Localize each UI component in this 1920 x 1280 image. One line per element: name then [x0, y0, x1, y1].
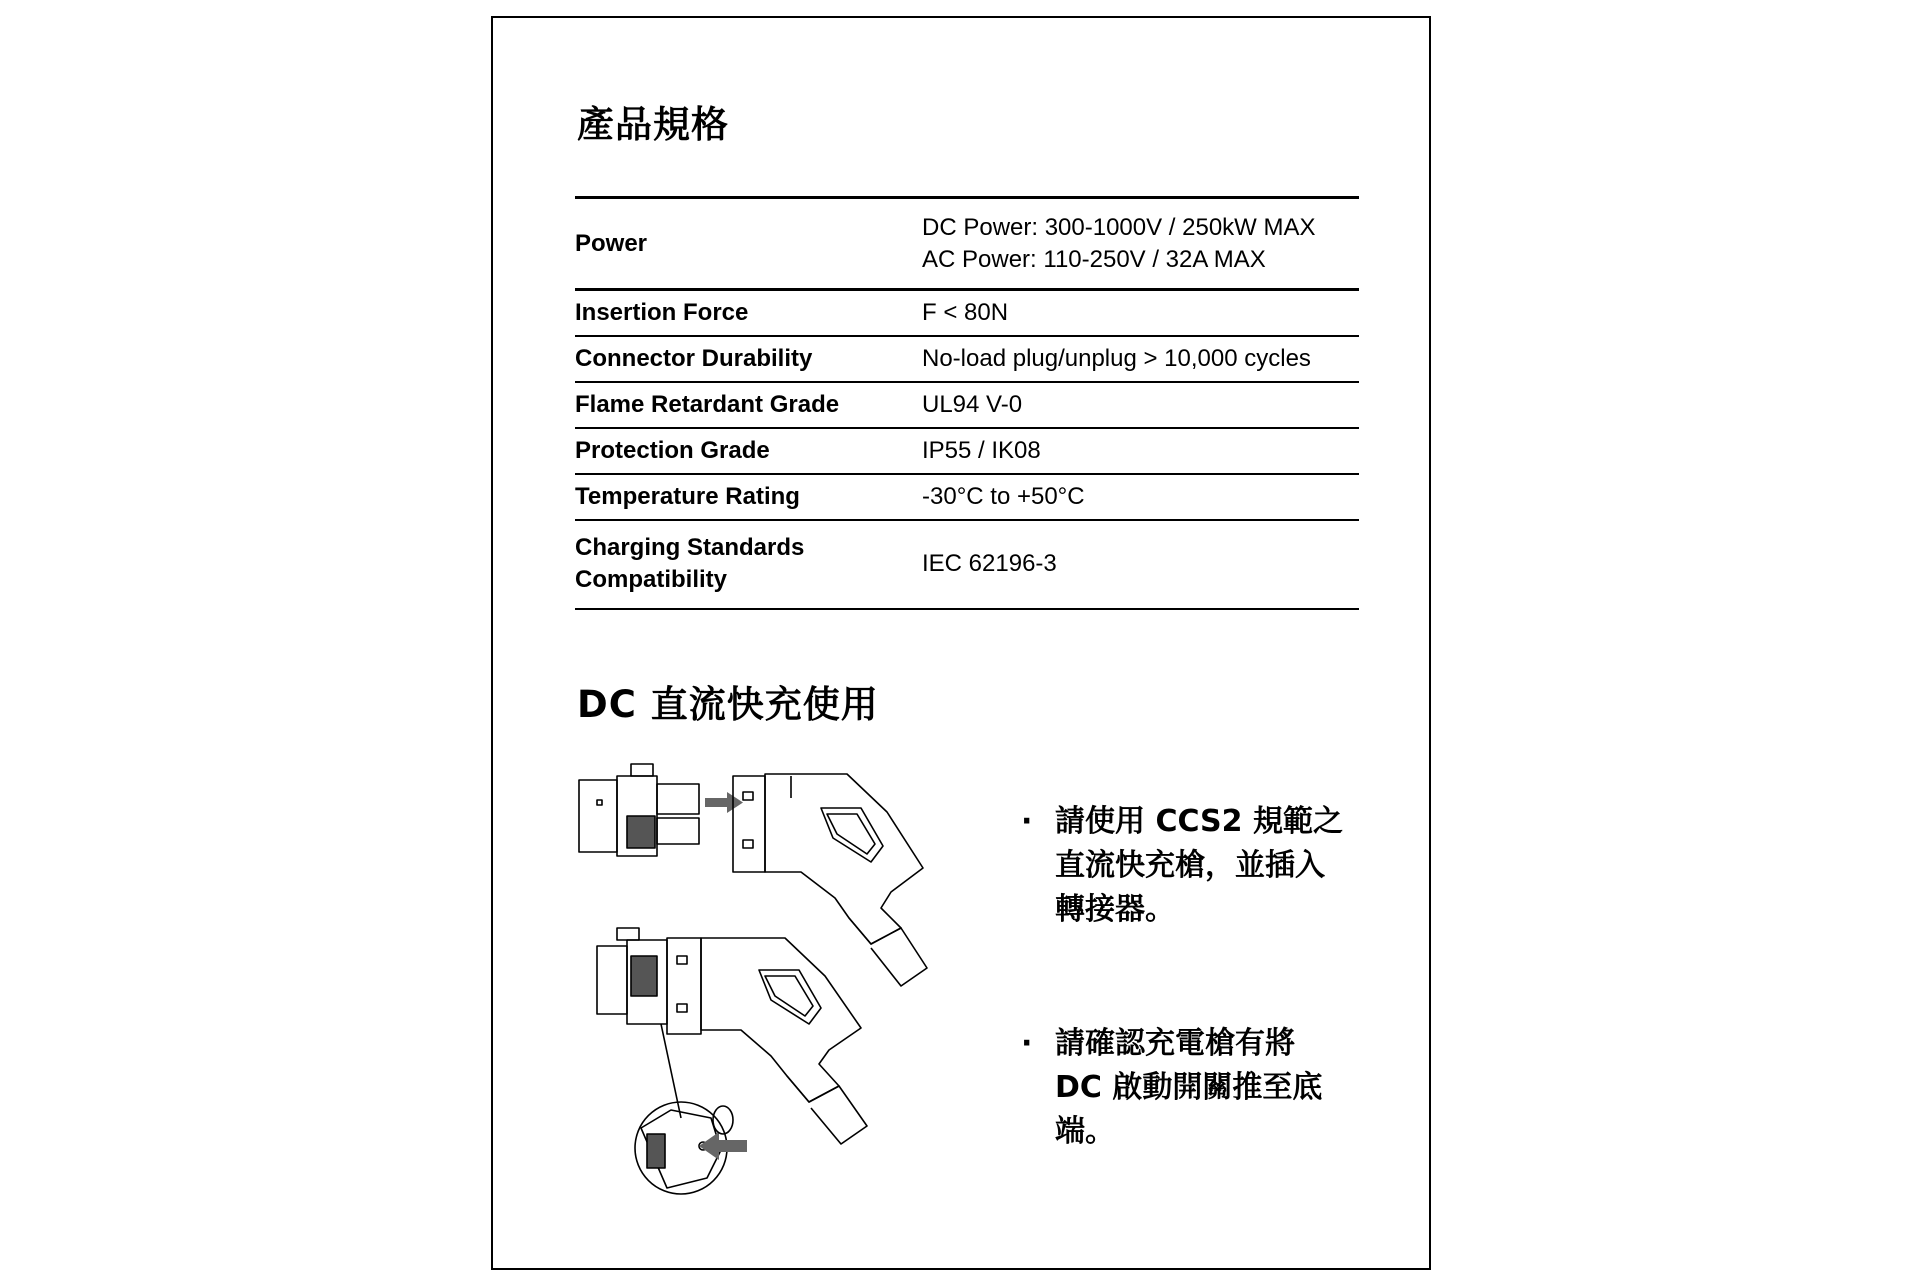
instruction-line: 請確認充電槍有將 — [1055, 1026, 1295, 1061]
table-row — [575, 336, 1359, 382]
table-row — [575, 382, 1359, 428]
spec-value-line: AC Power: 110-250V / 32A MAX — [922, 245, 1266, 273]
spec-label: Insertion Force — [575, 298, 749, 326]
spec-value — [922, 198, 1359, 290]
spec-label: Temperature Rating — [575, 482, 800, 510]
spec-label: Protection Grade — [575, 436, 770, 464]
instruction-text — [1055, 800, 1375, 932]
spec-label: Power — [575, 229, 648, 257]
spec-value: No-load plug/unplug > 10,000 cycles — [922, 344, 1311, 372]
spec-label-line: Charging Standards — [575, 534, 805, 561]
table-row — [575, 428, 1359, 474]
spec-value: UL94 V-0 — [922, 390, 1023, 418]
spec-label: Connector Durability — [575, 344, 813, 372]
spec-label — [575, 520, 922, 609]
instruction-line: DC 啟動開關推至底 — [1055, 1070, 1323, 1105]
spec-value: F < 80N — [922, 298, 1009, 326]
instruction-line: 端。 — [1055, 1114, 1115, 1149]
bullet-mark: · — [1021, 804, 1033, 839]
table-row — [575, 290, 1359, 336]
spec-value: -30°C to +50°C — [922, 482, 1085, 510]
charging-illustration — [571, 758, 991, 1198]
table-row — [575, 520, 1359, 609]
charging-gun-icon — [597, 928, 867, 1144]
dc-heading: DC 直流快充使用 — [577, 683, 879, 726]
spec-table — [575, 196, 1359, 610]
spec-label: Flame Retardant Grade — [575, 390, 840, 418]
spec-value: IP55 / IK08 — [922, 436, 1041, 464]
charging-gun-icon — [733, 774, 927, 986]
instruction-line: 請使用 CCS2 規範之 — [1055, 804, 1343, 839]
table-row — [575, 198, 1359, 290]
spec-value: IEC 62196-3 — [922, 550, 1057, 577]
bullet-mark: · — [1021, 1026, 1033, 1061]
adapter-icon — [579, 764, 699, 856]
spec-value-line: DC Power: 300-1000V / 250kW MAX — [922, 213, 1316, 241]
instruction-text — [1055, 1022, 1375, 1154]
spec-label-line: Compatibility — [575, 566, 728, 593]
table-row — [575, 474, 1359, 520]
dc-switch-detail-icon — [635, 1102, 747, 1194]
spec-heading: 產品規格 — [577, 103, 729, 146]
instruction-line: 直流快充槍，並插入 — [1055, 848, 1325, 883]
manual-page — [491, 16, 1431, 1270]
instruction-line: 轉接器。 — [1055, 892, 1175, 927]
insert-arrow-icon — [705, 792, 743, 813]
